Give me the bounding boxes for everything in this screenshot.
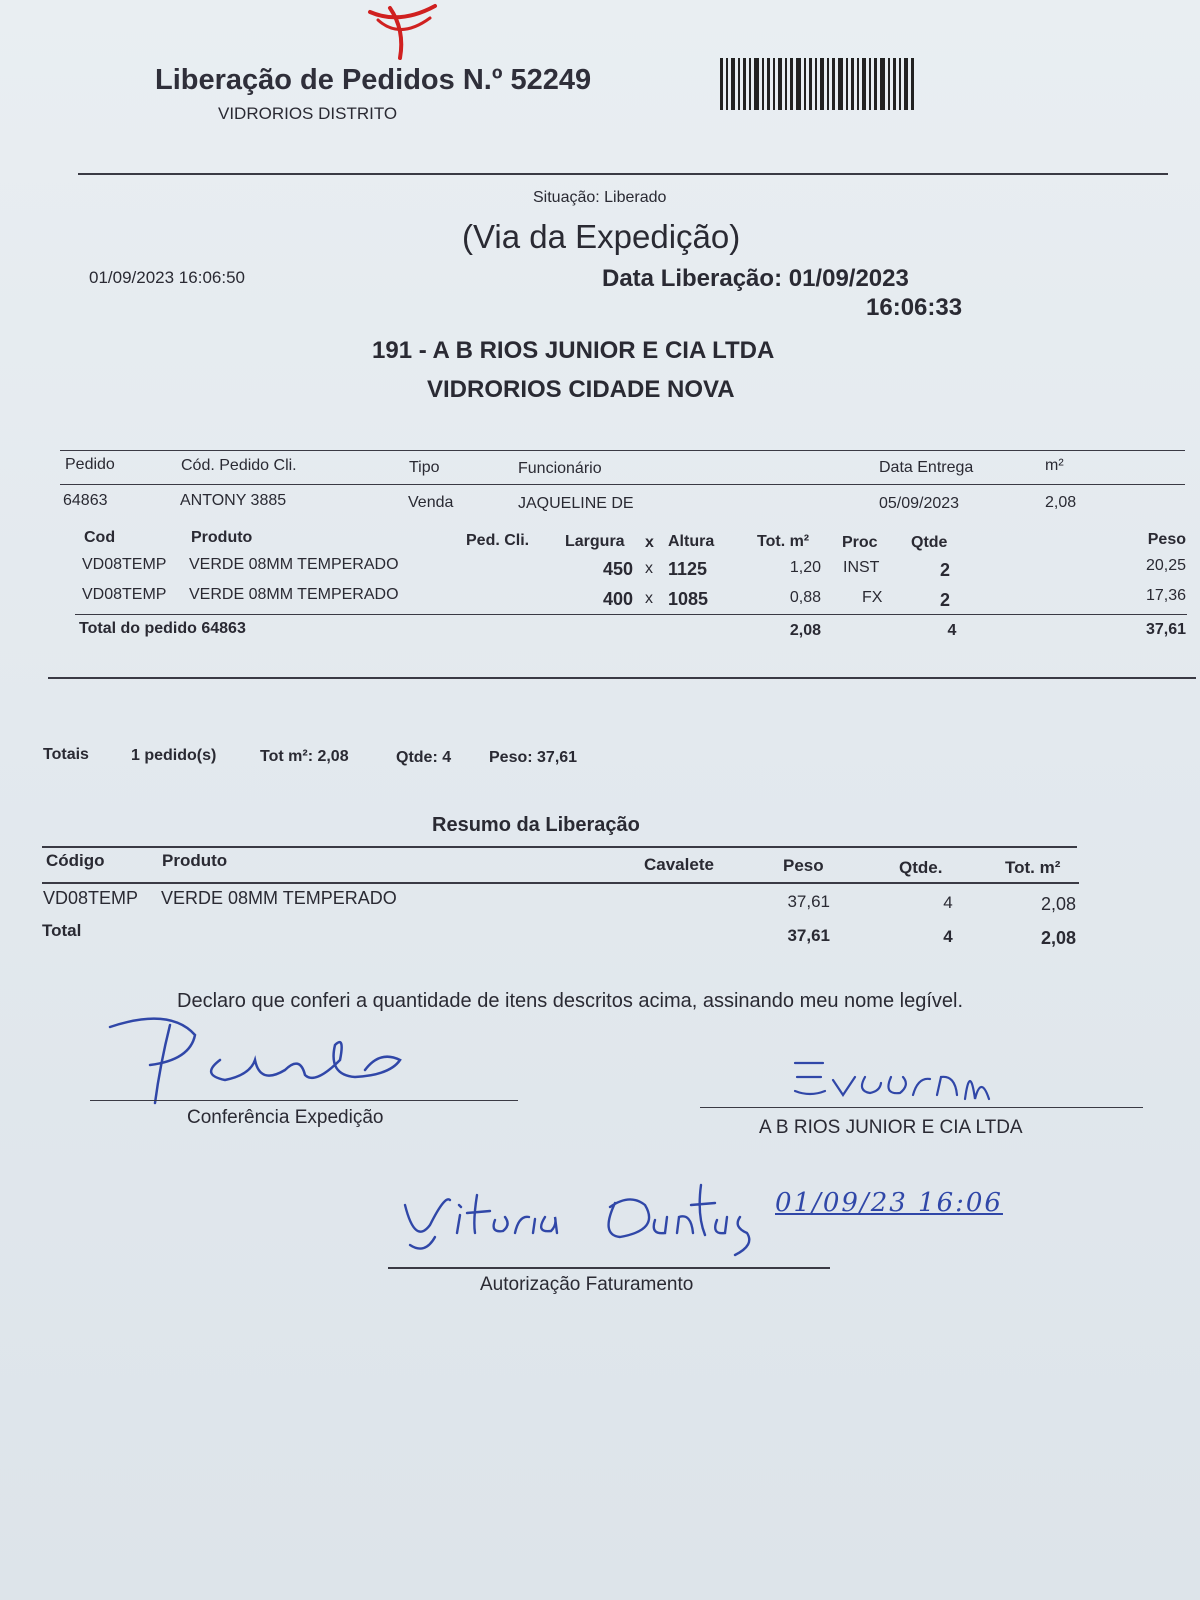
signature-conferencia xyxy=(100,1015,430,1105)
total-pedido-label: Total do pedido 64863 xyxy=(79,620,246,637)
resumo-col-produto: Produto xyxy=(162,851,228,870)
item-cod: VD08TEMP xyxy=(82,586,167,603)
resumo-codigo: VD08TEMP xyxy=(43,888,139,908)
itens-total-line xyxy=(75,614,1187,615)
total-pedido-peso: 37,61 xyxy=(1145,621,1186,638)
header-divider xyxy=(78,173,1168,175)
totais-peso: Peso: 37,61 xyxy=(489,749,578,766)
resumo-title: Resumo da Liberação xyxy=(432,814,640,836)
totais-label: Totais xyxy=(43,746,89,763)
resumo-header-line xyxy=(42,882,1079,884)
col-x: x xyxy=(645,534,654,551)
item-peso: 20,25 xyxy=(1145,557,1186,574)
item-tot-m2: 1,20 xyxy=(789,559,821,576)
data-liberacao-time: 16:06:33 xyxy=(866,294,963,321)
pedido-cod-cli: ANTONY 3885 xyxy=(180,492,287,509)
resumo-tot-m2: 2,08 xyxy=(1040,894,1076,914)
barcode-icon xyxy=(720,58,914,110)
empresa-line xyxy=(700,1107,1143,1108)
resumo-col-qtde: Qtde. xyxy=(899,858,943,877)
col-cod-pedido-cli: Cód. Pedido Cli. xyxy=(181,457,297,474)
declaracao-text: Declaro que conferi a quantidade de itens descritos acima, assinando meu nome legível. xyxy=(177,990,964,1012)
pedido-number: 64863 xyxy=(63,492,108,509)
faturamento-label: Autorização Faturamento xyxy=(480,1274,694,1295)
resumo-total-label: Total xyxy=(42,921,82,940)
col-proc: Proc xyxy=(842,534,878,551)
item-produto: VERDE 08MM TEMPERADO xyxy=(189,556,399,573)
item-peso: 17,36 xyxy=(1145,587,1186,604)
cliente-store: VIDRORIOS CIDADE NOVA xyxy=(427,376,735,403)
col-data-entrega: Data Entrega xyxy=(879,459,974,476)
totais-qtde: Qtde: 4 xyxy=(396,749,452,766)
total-pedido-qtde: 4 xyxy=(947,622,957,639)
pedido-tipo: Venda xyxy=(408,494,454,511)
conferencia-line xyxy=(90,1100,518,1101)
col-tot-m2: Tot. m² xyxy=(757,533,810,550)
resumo-col-tot-m2: Tot. m² xyxy=(1005,858,1061,877)
resumo-produto: VERDE 08MM TEMPERADO xyxy=(161,888,397,908)
col-pedido: Pedido xyxy=(65,456,115,473)
item-x: x xyxy=(645,560,653,577)
item-proc: INST xyxy=(843,559,880,576)
col-qtde: Qtde xyxy=(911,534,948,551)
col-cod: Cod xyxy=(84,529,116,546)
faturamento-line xyxy=(388,1267,830,1269)
pedido-header-line xyxy=(60,484,1185,485)
red-margin-mark xyxy=(360,0,460,65)
resumo-total-qtde: 4 xyxy=(943,927,953,946)
item-cod: VD08TEMP xyxy=(82,556,167,573)
resumo-total-m2: 2,08 xyxy=(1040,928,1076,948)
pedido-funcionario: JAQUELINE DE xyxy=(518,495,634,512)
col-ped-cli: Ped. Cli. xyxy=(466,532,530,549)
via-text: (Via da Expedição) xyxy=(462,218,741,255)
item-largura: 450 xyxy=(602,559,633,579)
item-altura: 1125 xyxy=(668,559,708,579)
resumo-top-line xyxy=(42,846,1077,848)
resumo-col-cavalete: Cavalete xyxy=(644,855,714,874)
item-proc: FX xyxy=(862,589,883,606)
item-largura: 400 xyxy=(602,589,633,609)
item-qtde: 2 xyxy=(939,590,950,610)
itens-bottom-line xyxy=(48,677,1196,679)
resumo-qtde: 4 xyxy=(943,893,953,912)
item-x: x xyxy=(645,590,653,607)
situacao-text: Situação: Liberado xyxy=(533,189,667,206)
conferencia-label: Conferência Expedição xyxy=(187,1107,384,1128)
pedido-m2: 2,08 xyxy=(1045,494,1077,511)
resumo-col-peso: Peso xyxy=(783,856,824,875)
col-m2: m² xyxy=(1045,457,1064,474)
item-produto: VERDE 08MM TEMPERADO xyxy=(189,586,399,603)
totais-pedidos: 1 pedido(s) xyxy=(131,747,217,764)
col-largura: Largura xyxy=(565,533,625,550)
resumo-col-codigo: Código xyxy=(46,851,105,870)
cliente-name: 191 - A B RIOS JUNIOR E CIA LTDA xyxy=(372,337,775,364)
resumo-total-peso: 37,61 xyxy=(787,926,830,945)
document-subtitle: VIDRORIOS DISTRITO xyxy=(218,104,398,123)
signature-empresa xyxy=(785,1055,1005,1110)
col-produto: Produto xyxy=(191,529,253,546)
data-liberacao: Data Liberação: 01/09/2023 xyxy=(602,265,909,292)
item-tot-m2: 0,88 xyxy=(789,589,821,606)
signature-faturamento xyxy=(395,1175,805,1265)
empresa-label: A B RIOS JUNIOR E CIA LTDA xyxy=(759,1117,1023,1138)
pedido-top-line xyxy=(60,450,1185,451)
document-title: Liberação de Pedidos N.º 52249 xyxy=(155,64,592,96)
pedido-data-entrega: 05/09/2023 xyxy=(879,495,960,512)
totais-m2: Tot m²: 2,08 xyxy=(260,748,349,765)
resumo-peso: 37,61 xyxy=(787,892,830,911)
total-pedido-m2: 2,08 xyxy=(789,622,821,639)
faturamento-date: 01/09/23 16:06 xyxy=(775,1188,1003,1218)
col-funcionario: Funcionário xyxy=(518,460,602,477)
print-datetime: 01/09/2023 16:06:50 xyxy=(89,268,245,287)
item-qtde: 2 xyxy=(939,560,950,580)
col-peso: Peso xyxy=(1147,531,1186,548)
item-altura: 1085 xyxy=(668,589,709,609)
col-tipo: Tipo xyxy=(409,459,440,476)
col-altura: Altura xyxy=(668,533,715,550)
